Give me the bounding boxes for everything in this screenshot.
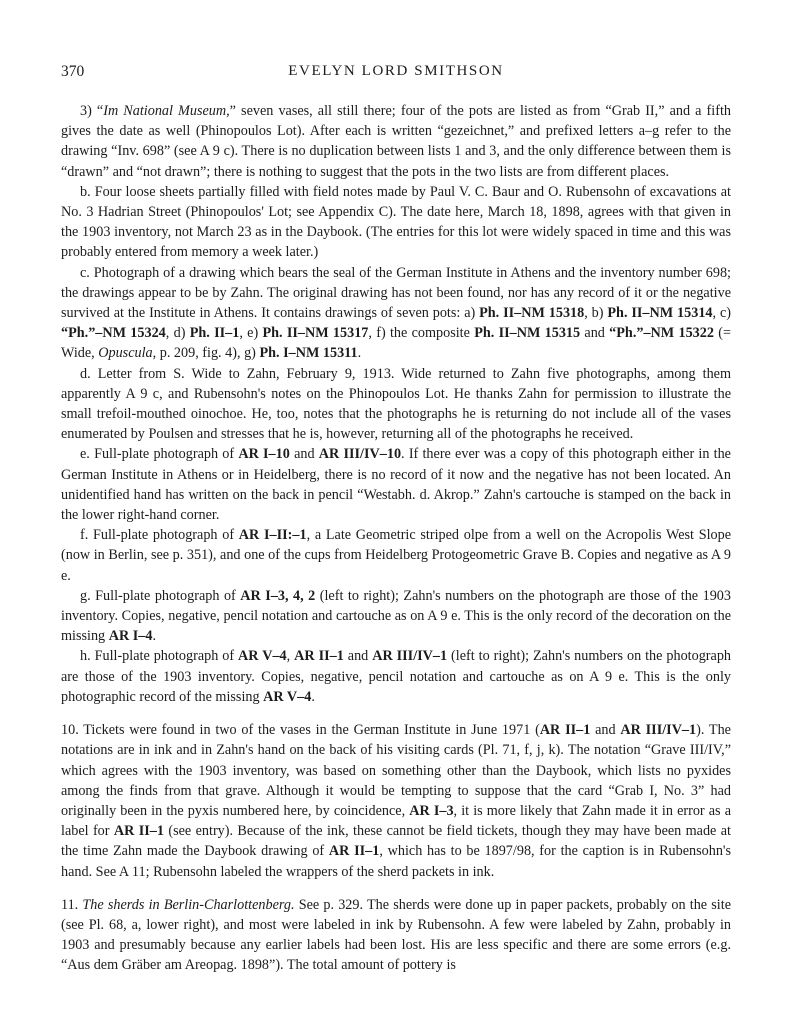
page-number: 370 — [61, 63, 85, 80]
paragraph-c: c. Photograph of a drawing which bears the seal of the German Institute in Athens and the inventory number 698; the drawings appear to be by Zahn. The original drawing has not been found, nor has any record of it or the negative survived at the Institute in Athens. It contains drawings of seven pots: a) Ph. II–NM 15318, b) Ph. II–NM 15314, c) “Ph.”–NM 15324, d) Ph. II–1, e) Ph. II–NM 15317, f) the composite Ph. II–NM 15315 and “Ph.”–NM 15322 (= Wide, Opuscula, p. 209, fig. 4), g) Ph. I–NM 15311. — [61, 264, 731, 362]
paragraph-10: 10. Tickets were found in two of the vases in the German Institute in June 1971 (AR II–1 and AR III/IV–1). The notations are in ink and in Zahn's hand on the back of his visiting cards (Pl. 71, f, j, k). The notation “Grave III/IV,” which agrees with the 1903 inventory, was based on something other than the Daybook, which lists no pyxides among the finds from that grave. Although it would be tempting to suppose that the card “Grab I, No. 3” had originally been in the pyxis numbered here, by coincidence, AR I–3, it is more likely that Zahn made it in error as a label for AR II–1 (see entry). Because of the ink, these cannot be field tickets, though they may have been made at the time Zahn made the Daybook drawing of AR II–1, which has to be 1897/98, for the caption is in Rubensohn's hand. See A 11; Rubensohn labeled the wrappers of the sherd packets in ink. — [61, 722, 731, 880]
paragraph-b: b. Four loose sheets partially filled with field notes made by Paul V. C. Baur and O. Rubensohn of excavations at No. 3 Hadrian Street (Phinopoulos' Lot; see Appendix C). The date here, March 18, 1898, agrees with that given in the 1903 inventory, not March 23 as in the Daybook. (The entries for this lot were widely spaced in time and this was probably entered from memory a week later.) — [61, 183, 731, 261]
paragraph-h: h. Full-plate photograph of AR V–4, AR II–1 and AR III/IV–1 (left to right); Zahn's numbers on the photograph are those of the 1903 inventory. Copies, negative, pencil notation and cartouche as on A 9 e. This is the only photographic record of the missing AR V–4. — [61, 648, 732, 705]
page-header — [61, 63, 731, 83]
body-text — [61, 101, 731, 976]
paragraph-e: e. Full-plate photograph of AR I–10 and AR III/IV–10. If there ever was a copy of this photograph either in the German Institute in Athens or in Heidelberg, there is no record of it now and the negative has not been located. An unidentified hand has written on the back in pencil “Westabh. d. Akrop.” Zahn's cartouche is stamped on the back in the lower right-hand corner. — [61, 446, 731, 524]
running-head: EVELYN LORD SMITHSON — [288, 63, 504, 79]
paragraph-11: 11. The sherds in Berlin-Charlottenberg. See p. 329. The sherds were done up in paper packets, probably on the site (see Pl. 68, a, lower right), and most were labeled in ink by Rubensohn. A few were labeled by Zahn, probably in 1903 and presumably because any earlier labels had been lost. His are less specific and there are some errors (e.g. “Aus dem Gräber am Areopag. 1898”). The total amount of pottery is — [61, 896, 731, 974]
paragraph-3: 3) “Im National Museum,” seven vases, all still there; four of the pots are listed as from “Grab II,” and a fifth gives the date as well (Phinopoulos Lot). After each is written “gezeichnet,” and prefixed letters a–g refer to the drawing “Inv. 698” (see A 9 c). There is no duplication between lists 1 and 3, and the only difference between them is “drawn” and “not drawn”; there is nothing to suggest that the pots in the two lists are from different places. — [61, 103, 731, 180]
paragraph-d: d. Letter from S. Wide to Zahn, February 9, 1913. Wide returned to Zahn five photographs, among them apparently A 9 c, and Rubensohn's notes on the Phinopoulos Lot. He thanks Zahn for permission to illustrate the small trefoil-mouthed oinochoe. He, too, notes that the photographs he is returning do not include all of the vases enumerated by Poulsen and stresses that he is, however, returning all of the photographs he received. — [61, 365, 731, 443]
paragraph-f: f. Full-plate photograph of AR I–II:–1, a Late Geometric striped olpe from a well on the Acropolis West Slope (now in Berlin, see p. 351), and one of the cups from Heidelberg Protogeometric Grave B. Copies and negative as A 9 e. — [61, 527, 732, 584]
paragraph-g: g. Full-plate photograph of AR I–3, 4, 2 (left to right); Zahn's numbers on the photograph are those of the 1903 inventory. Copies, negative, pencil notation and cartouche as on A 9 e. This is the only record of the decoration on the missing AR I–4. — [61, 587, 731, 645]
